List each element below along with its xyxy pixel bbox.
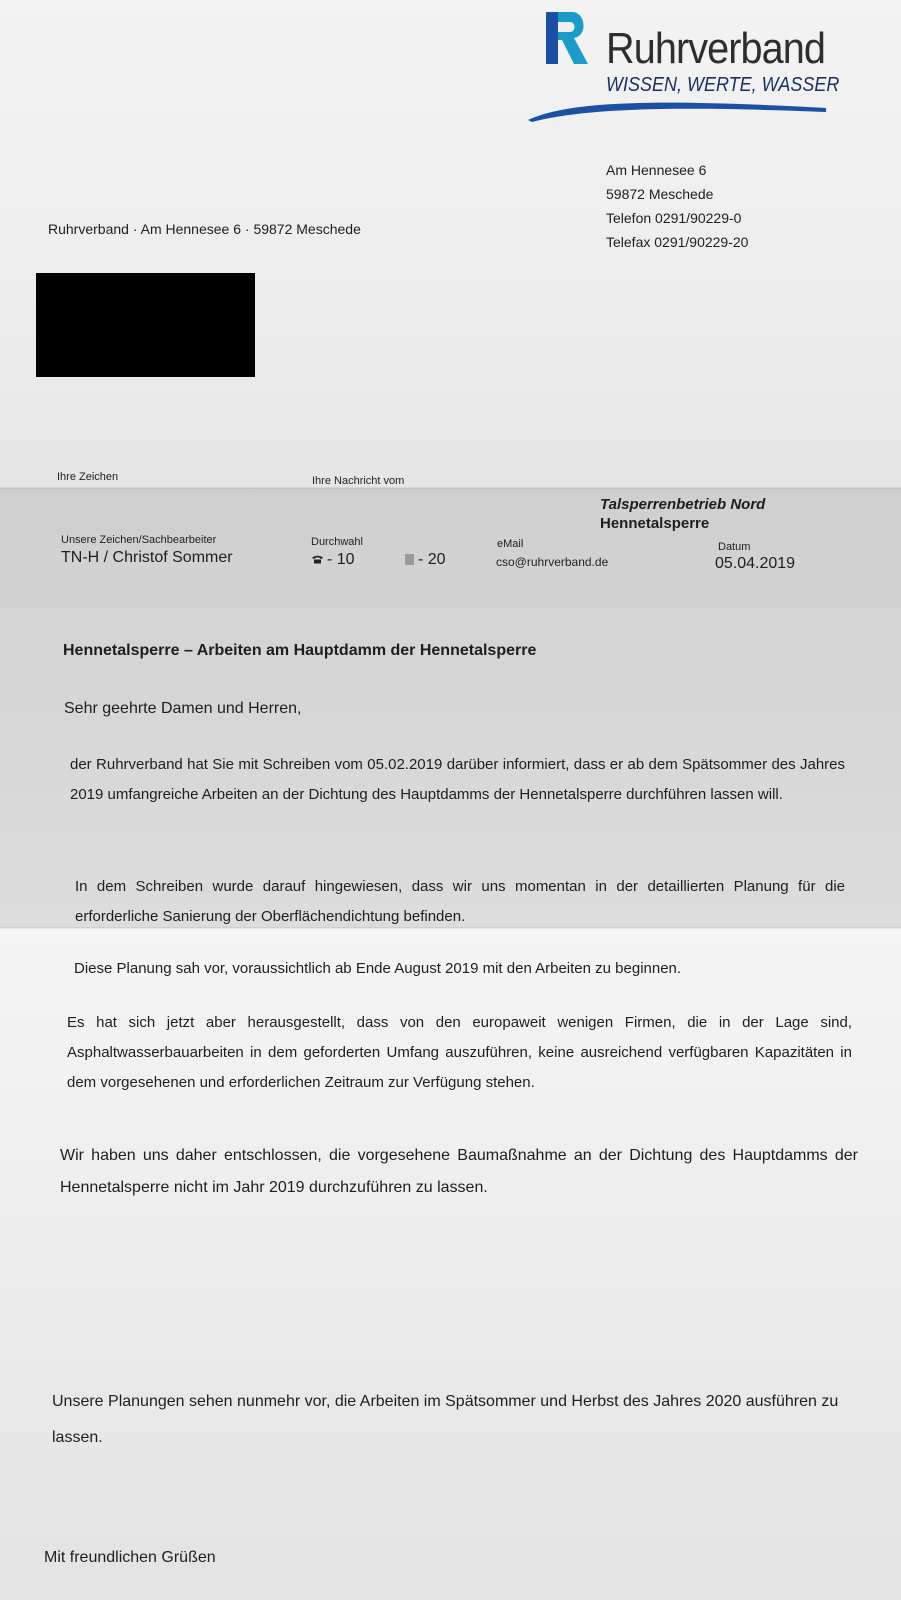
- letter-greeting: Sehr geehrte Damen und Herren,: [64, 700, 302, 717]
- ihre-nachricht-label: Ihre Nachricht vom: [312, 475, 405, 487]
- durchwahl-phone-value: - 10: [327, 551, 355, 568]
- logo-swoosh-icon: [526, 88, 836, 124]
- return-address-line: Ruhrverband · Am Hennesee 6 · 59872 Meschede: [48, 221, 361, 237]
- fax-icon: [405, 554, 414, 565]
- durchwahl-label: Durchwahl: [311, 536, 363, 548]
- email-label: eMail: [497, 538, 524, 550]
- sender-city: 59872 Meschede: [606, 186, 714, 202]
- department-line-2: Hennetalsperre: [600, 515, 710, 532]
- closing-line: Mit freundlichen Grüßen: [44, 1549, 216, 1566]
- department-block: [600, 495, 765, 533]
- sender-phone: Telefon 0291/90229-0: [606, 210, 742, 226]
- logo-slogan: WISSEN, WERTE, WASSER: [606, 74, 840, 96]
- ruhrverband-r-logo-icon: [546, 10, 590, 66]
- sender-address-block: [606, 158, 748, 254]
- ihre-zeichen-label: Ihre Zeichen: [57, 471, 119, 483]
- durchwahl-phone: [312, 551, 355, 569]
- unsere-zeichen-label: Unsere Zeichen/Sachbearbeiter: [61, 534, 217, 546]
- letter-subject: Hennetalsperre – Arbeiten am Hauptdamm der Hennetalsperre: [63, 642, 537, 659]
- paragraph-2: In dem Schreiben wurde darauf hingewiesen, dass wir uns momentan in der detaillierten Planung für die erforderliche Sanierung der Oberflächendichtung befinden.: [75, 878, 845, 925]
- fold-line: [0, 487, 901, 489]
- durchwahl-fax-value: - 20: [418, 551, 446, 568]
- paragraph-4: Es hat sich jetzt aber herausgestellt, dass von den europaweit wenigen Firmen, die in der Lage sind, Asphaltwasserbauarbeiten in dem geforderten Umfang auszuführen, keine ausreichend verfügbaren Kapazitäten in dem vorgesehenen und erforderlichen Zeitraum zur Verfügung stehen.: [67, 1014, 852, 1091]
- sender-fax: Telefax 0291/90229-20: [606, 234, 749, 250]
- datum-value: 05.04.2019: [715, 555, 796, 572]
- sender-street: Am Hennesee 6: [606, 162, 707, 178]
- redacted-recipient-address: [36, 273, 255, 377]
- unsere-zeichen-value: TN-H / Christof Sommer: [61, 549, 233, 566]
- paragraph-6: Unsere Planungen sehen nunmehr vor, die Arbeiten im Spätsommer und Herbst des Jahres 2020 ausführen zu lassen.: [52, 1393, 839, 1446]
- telephone-icon: [312, 555, 323, 564]
- durchwahl-fax: [405, 551, 446, 569]
- department-line-1: Talsperrenbetrieb Nord: [600, 496, 766, 513]
- logo-wordmark: Ruhrverband: [606, 24, 826, 73]
- email-value: cso@ruhrverband.de: [496, 555, 609, 569]
- paragraph-3: Diese Planung sah vor, voraussichtlich ab Ende August 2019 mit den Arbeiten zu beginnen.: [74, 960, 682, 977]
- paragraph-5: Wir haben uns daher entschlossen, die vorgesehene Baumaßnahme an der Dichtung des Hauptdamms der Hennetalsperre nicht im Jahr 2019 durchzuführen zu lassen.: [60, 1147, 858, 1196]
- ruhrverband-logo: [536, 8, 846, 118]
- paragraph-1: der Ruhrverband hat Sie mit Schreiben vom 05.02.2019 darüber informiert, dass er ab dem Spätsommer des Jahres 2019 umfangreiche Arbeiten an der Dichtung des Hauptdamms der Hennetalsperre durchführen lassen will.: [70, 756, 845, 803]
- datum-label: Datum: [718, 541, 751, 553]
